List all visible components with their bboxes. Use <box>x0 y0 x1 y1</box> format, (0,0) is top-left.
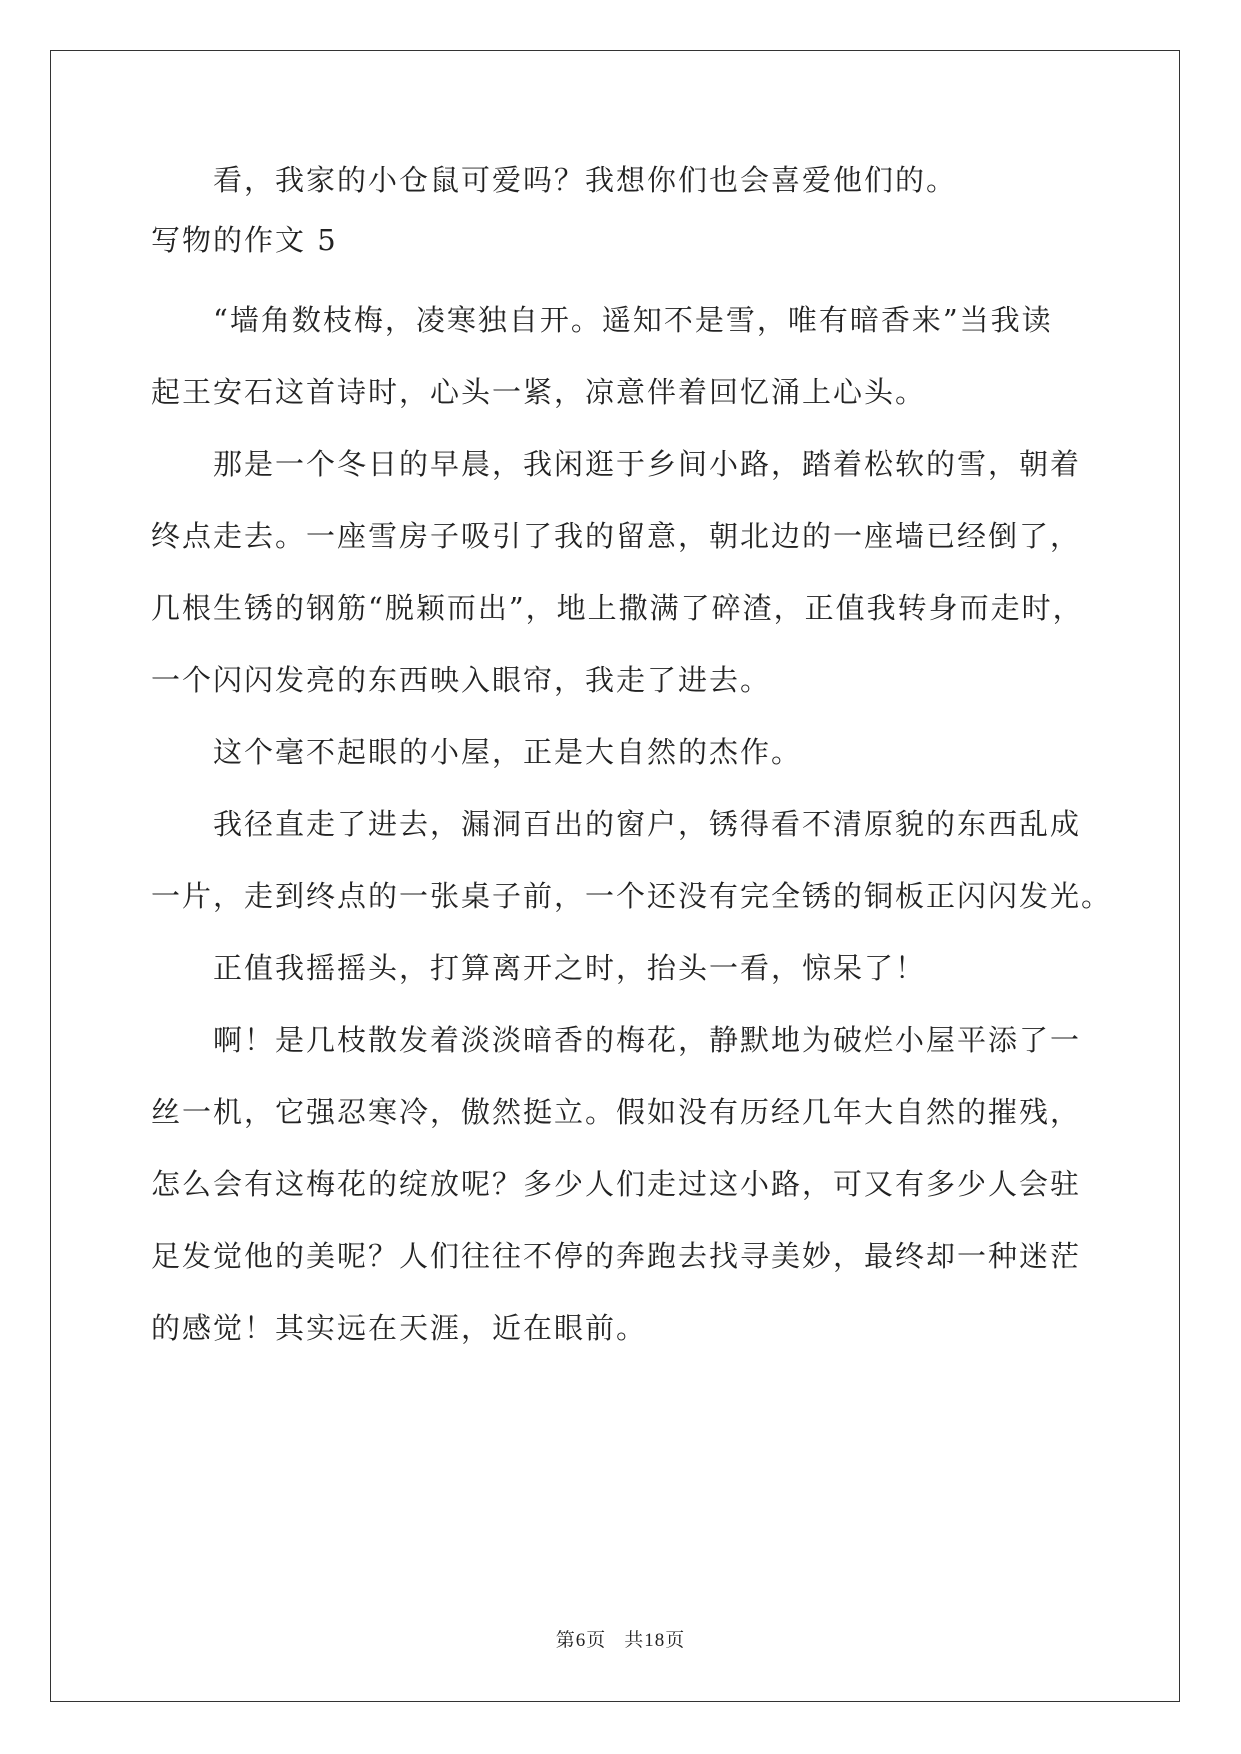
paragraph-line: 几根生锈的钢筋“脱颖而出”，地上撒满了碎渣，正值我转身而走时， <box>151 591 1084 625</box>
page-number: 第6页 <box>555 1630 607 1651</box>
paragraph-line: 这个毫不起眼的小屋，正是大自然的杰作。 <box>213 735 803 769</box>
paragraph-line: 啊！是几枝散发着淡淡暗香的梅花，静默地为破烂小屋平添了一 <box>213 1023 1082 1057</box>
paragraph-line: 正值我摇摇头，打算离开之时，抬头一看，惊呆了！ <box>213 951 927 985</box>
paragraph-line: 起王安石这首诗时，心头一紧，凉意伴着回忆涌上心头。 <box>151 375 927 409</box>
paragraph-line: 的感觉！其实远在天涯，近在眼前。 <box>151 1311 648 1345</box>
paragraph-line: 一个闪闪发亮的东西映入眼帘，我走了进去。 <box>151 663 772 697</box>
paragraph-line: 一片，走到终点的一张桌子前，一个还没有完全锈的铜板正闪闪发光。 <box>151 879 1113 913</box>
paragraph-line: 那是一个冬日的早晨，我闲逛于乡间小路，踏着松软的雪，朝着 <box>213 447 1082 481</box>
paragraph-line: 终点走去。一座雪房子吸引了我的留意，朝北边的一座墙已经倒了， <box>151 519 1082 553</box>
paragraph-line: 怎么会有这梅花的绽放呢？多少人们走过这小路，可又有多少人会驻 <box>151 1167 1082 1201</box>
paragraph-line: 看，我家的小仓鼠可爱吗？我想你们也会喜爱他们的。 <box>213 163 958 197</box>
section-heading: 写物的作文 5 <box>151 223 338 257</box>
paragraph-line: 丝一机，它强忍寒冷，傲然挺立。假如没有历经几年大自然的摧残， <box>151 1095 1082 1129</box>
paragraph-line: 我径直走了进去，漏洞百出的窗户，锈得看不清原貌的东西乱成 <box>213 807 1082 841</box>
paragraph-line: 足发觉他的美呢？人们往往不停的奔跑去找寻美妙，最终却一种迷茫 <box>151 1239 1082 1273</box>
page-footer <box>0 1625 1241 1652</box>
paragraph-line: “墙角数枝梅，凌寒独自开。遥知不是雪，唯有暗香来”当我读 <box>213 303 1053 337</box>
page-total: 共18页 <box>624 1630 686 1651</box>
